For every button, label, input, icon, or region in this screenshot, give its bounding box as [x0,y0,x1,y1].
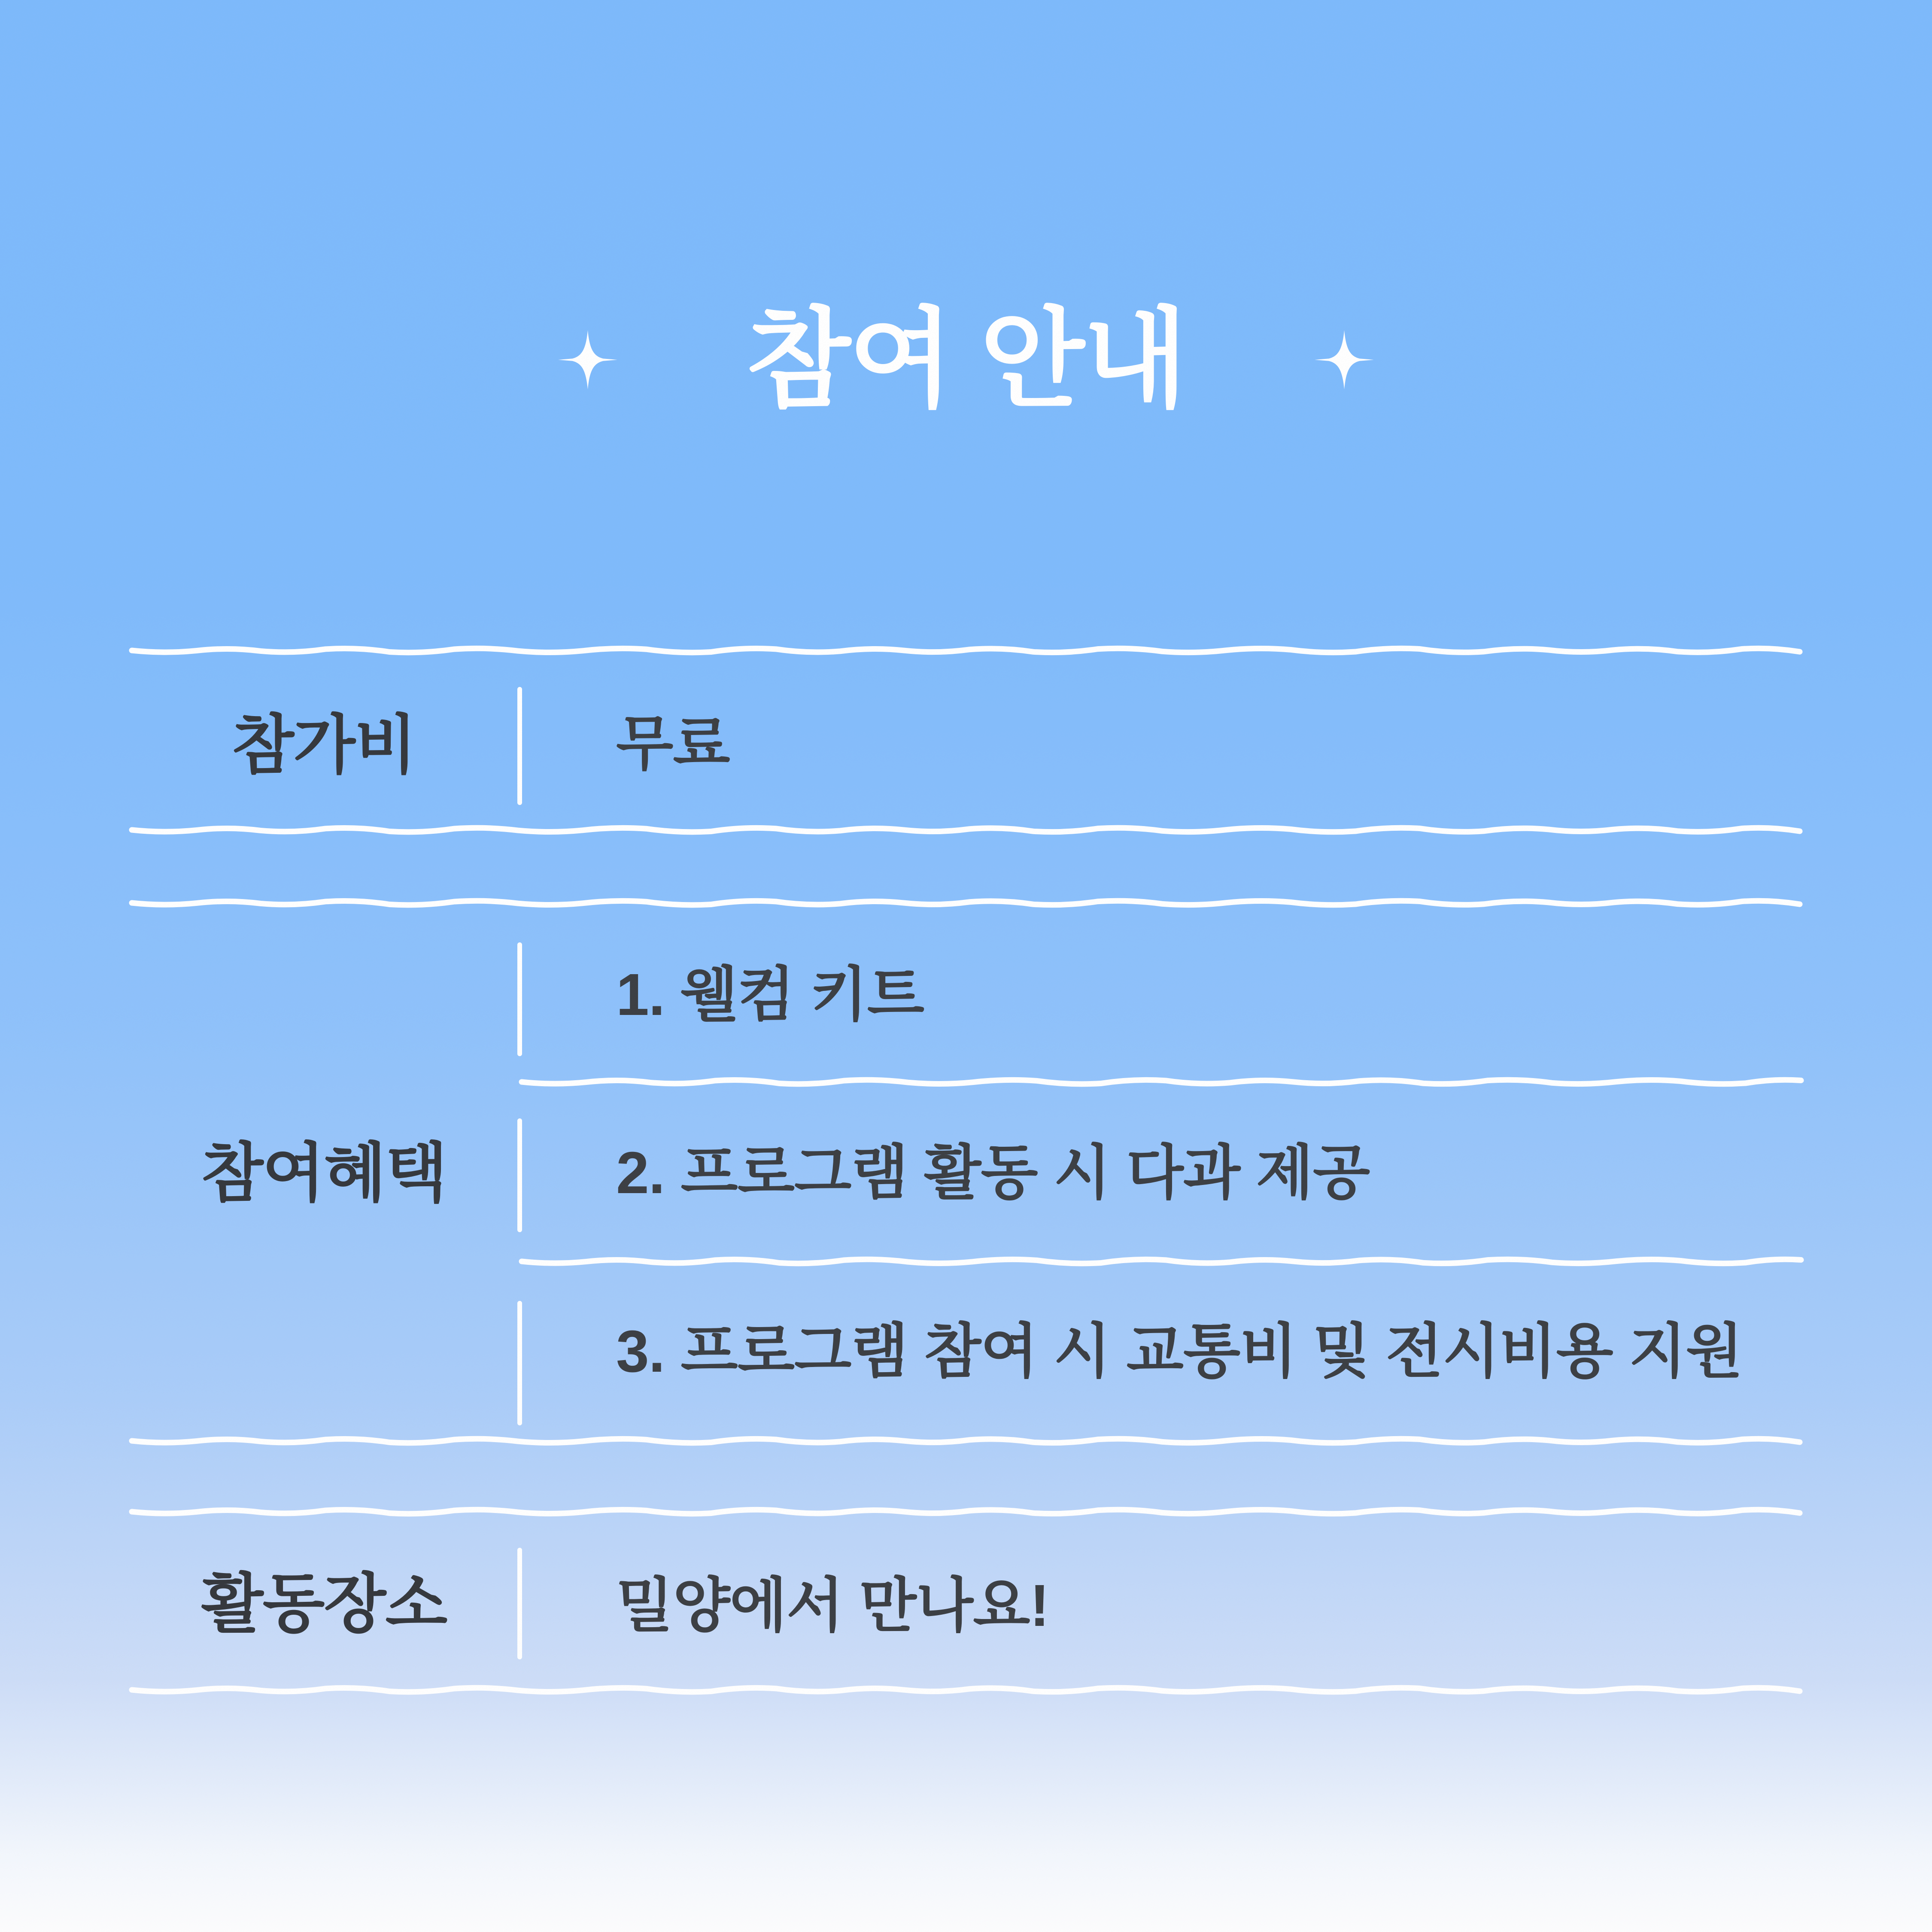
fee-value: 무료 [616,711,730,777]
title-row [0,299,1932,420]
row-label-fee: 참가비 [232,709,416,781]
wavy-divider-line [128,1683,1804,1696]
row-label-benefits: 참여혜택 [201,1137,447,1209]
location-value: 밀양에서 만나요! [616,1573,1049,1639]
column-divider [517,942,522,1056]
wavy-divider-line [517,1075,1805,1088]
benefit-item-2: 2. 프로그램 활동 시 다과 제공 [616,1140,1370,1206]
page-title: 참여 안내 [746,299,1186,420]
sparkle-icon [1315,326,1374,393]
wavy-divider-line [128,896,1804,909]
wavy-divider-line [128,823,1804,836]
row-label-location: 활동장소 [201,1567,447,1640]
sparkle-icon [558,326,617,393]
benefit-item-1: 1. 웰컴 키트 [616,962,924,1028]
wavy-divider-line [517,1255,1805,1268]
wavy-divider-line [128,1434,1804,1447]
wavy-divider-line [128,644,1804,657]
column-divider [517,1301,522,1425]
benefit-item-3: 3. 프로그램 참여 시 교통비 및 전시비용 지원 [616,1318,1743,1385]
wavy-divider-line [128,1505,1804,1518]
